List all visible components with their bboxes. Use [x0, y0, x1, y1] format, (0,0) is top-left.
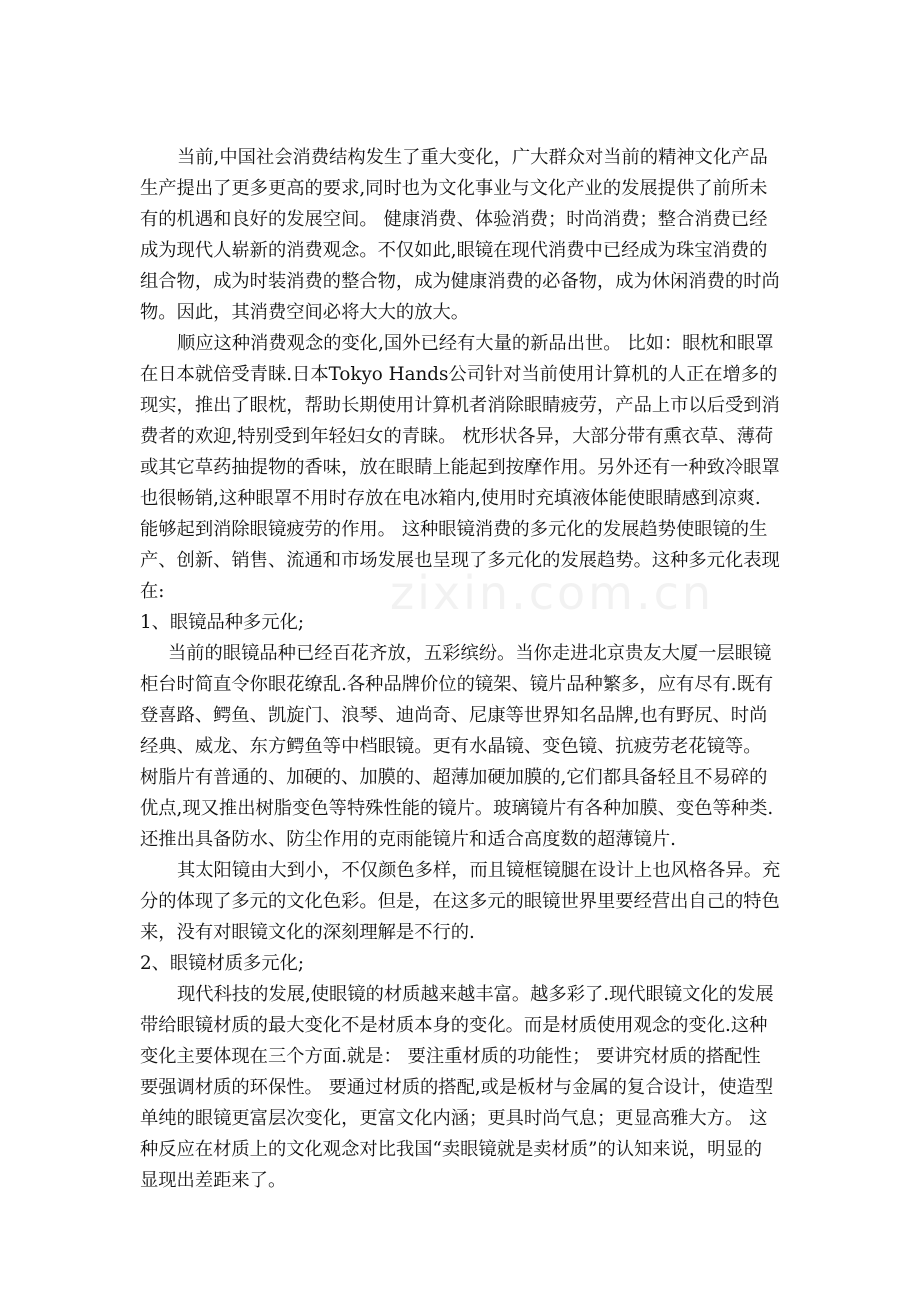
paragraph-4-line: 来，没有对眼镜文化的深刻理解是不行的. [140, 922, 475, 943]
paragraph-2-line: 也很畅销,这种眼罩不用时存放在电冰箱内,使用时充填液体能使眼睛感到凉爽. [140, 488, 761, 509]
paragraph-3-line: 经典、威龙、东方鳄鱼等中档眼镜。更有水晶镜、变色镜、抗疲劳老花镜等。 [140, 736, 762, 757]
paragraph-1-line: 当前,中国社会消费结构发生了重大变化，广大群众对当前的精神文化产品 [177, 147, 768, 168]
paragraph-1-line: 生产提出了更多更高的要求,同时也为文化事业与文化产业的发展提供了前所未 [140, 178, 768, 199]
paragraph-2-line: 在日本就倍受青睐.日本Tokyo Hands公司针对当前使用计算机的人正在增多的 [140, 364, 778, 385]
paragraph-1-line: 有的机遇和良好的发展空间。 健康消费、体验消费；时尚消费；整合消费已经 [140, 209, 768, 230]
paragraph-3-line: 当前的眼镜品种已经百花齐放，五彩缤纷。当你走进北京贵友大厦一层眼镜 [168, 643, 772, 664]
paragraph-2-line: 现实，推出了眼枕，帮助长期使用计算机者消除眼睛疲劳，产品上市以后受到消 [140, 395, 780, 416]
paragraph-5-line: 带给眼镜材质的最大变化不是材质本身的变化。而是材质使用观念的变化.这种 [140, 1015, 768, 1036]
section-heading-1: 1、眼镜品种多元化; [140, 612, 305, 633]
paragraph-2-line: 在: [140, 581, 165, 602]
paragraph-1-line: 物。因此，其消费空间必将大大的放大。 [140, 302, 470, 323]
paragraph-1-line: 组合物，成为时装消费的整合物，成为健康消费的必备物，成为休闲消费的时尚 [140, 271, 780, 292]
paragraph-3-line: 柜台时简直令你眼花缭乱.各种品牌价位的镜架、镜片品种繁多，应有尽有.既有 [140, 674, 774, 695]
paragraph-5-line: 要强调材质的环保性。 要通过材质的搭配,或是板材与金属的复合设计，使造型 [140, 1077, 774, 1098]
paragraph-5-line: 变化主要体现在三个方面.就是： 要注重材质的功能性； 要讲究材质的搭配性 [140, 1046, 761, 1067]
paragraph-2-line: 或其它草药抽提物的香味，放在眼睛上能起到按摩作用。另外还有一种致冷眼罩 [140, 457, 780, 478]
paragraph-4-line: 分的体现了多元的文化色彩。但是，在这多元的眼镜世界里要经营出自己的特色 [140, 891, 780, 912]
paragraph-1-line: 成为现代人崭新的消费观念。不仅如此,眼镜在现代消费中已经成为珠宝消费的 [140, 240, 768, 261]
paragraph-4-line: 其太阳镜由大到小，不仅颜色多样，而且镜框镜腿在设计上也风格各异。充 [177, 860, 780, 881]
section-heading-2: 2、眼镜材质多元化; [140, 953, 305, 974]
paragraph-2-line: 产、创新、销售、流通和市场发展也呈现了多元化的发展趋势。这种多元化表现 [140, 550, 780, 571]
watermark: zixin.com.cn [390, 566, 715, 620]
paragraph-5-line: 种反应在材质上的文化观念对比我国“卖眼镜就是卖材质”的认知来说，明显的 [140, 1139, 762, 1160]
paragraph-3-line: 登喜路、鳄鱼、凯旋门、浪琴、迪尚奇、尼康等世界知名品牌,也有野尻、时尚 [140, 705, 768, 726]
paragraph-3-line: 优点,现又推出树脂变色等特殊性能的镜片。玻璃镜片有各种加膜、变色等种类. [140, 798, 774, 819]
paragraph-3-line: 还推出具备防水、防尘作用的克雨能镜片和适合高度数的超薄镜片. [140, 829, 676, 850]
paragraph-3-line: 树脂片有普通的、加硬的、加膜的、超薄加硬加膜的,它们都具备轻且不易碎的 [140, 767, 768, 788]
paragraph-2-line: 顺应这种消费观念的变化,国外已经有大量的新品出世。 比如：眼枕和眼罩 [177, 333, 774, 354]
paragraph-5-line: 单纯的眼镜更富层次变化，更富文化内涵；更具时尚气息；更显高雅大方。 这 [140, 1108, 768, 1129]
paragraph-5-line: 显现出差距来了。 [140, 1170, 287, 1191]
paragraph-2-line: 能够起到消除眼镜疲劳的作用。 这种眼镜消费的多元化的发展趋势使眼镜的生 [140, 519, 768, 540]
paragraph-2-line: 费者的欢迎,特别受到年轻妇女的青睐。 枕形状各异，大部分带有熏衣草、薄荷 [140, 426, 774, 447]
paragraph-5-line: 现代科技的发展,使眼镜的材质越来越丰富。越多彩了.现代眼镜文化的发展 [177, 984, 774, 1005]
body-text [140, 142, 780, 1196]
